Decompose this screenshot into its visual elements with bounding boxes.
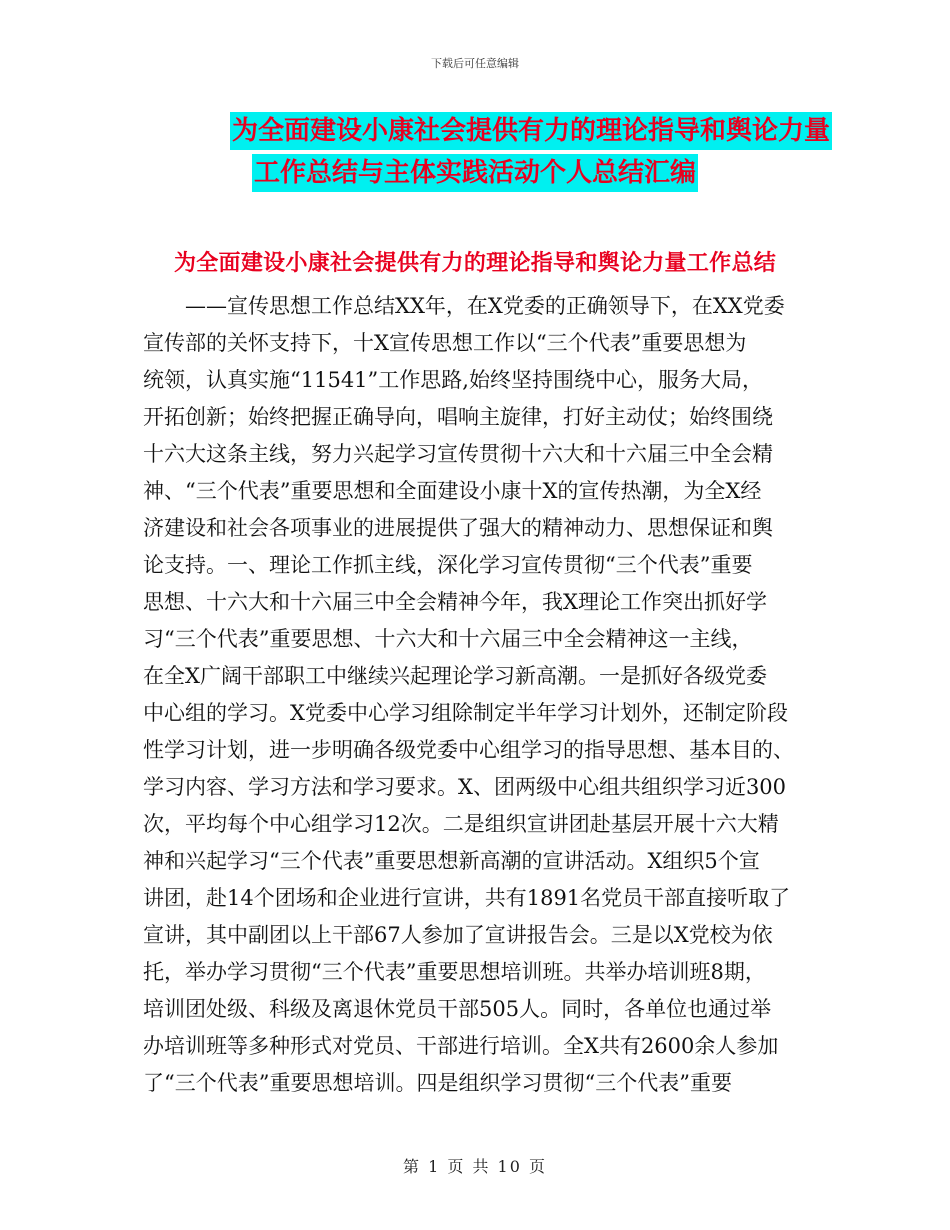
header-note: 下载后可任意编辑 xyxy=(431,57,519,70)
body-line: 了“三个代表”重要思想培训。四是组织学习贯彻“三个代表”重要 xyxy=(143,1071,732,1095)
body-line: 济建设和社会各项事业的进展提供了强大的精神动力、思想保证和舆 xyxy=(143,516,773,540)
body-line: ——宣传思想工作总结XX年，在X党委的正确领导下，在XX党委 xyxy=(185,294,785,318)
document-title-line-2 xyxy=(0,154,950,192)
body-line: 中心组的学习。X党委中心学习组除制定半年学习计划外，还制定阶段 xyxy=(143,701,788,725)
body-line: 在全X广阔干部职工中继续兴起理论学习新高潮。一是抓好各级党委 xyxy=(143,664,767,688)
page-footer: 第 1 页 共 10 页 xyxy=(403,1157,547,1176)
title-line-2-text: 工作总结与主体实践活动个人总结汇编 xyxy=(252,154,698,192)
body-line: 神和兴起学习“三个代表”重要思想新高潮的宣讲活动。X组织5个宣 xyxy=(143,849,760,873)
body-paragraph xyxy=(143,288,815,1102)
title-line-1-text: 为全面建设小康社会提供有力的理论指导和舆论力量 xyxy=(230,112,832,150)
body-line: 宣讲，其中副团以上干部67人参加了宣讲报告会。三是以X党校为依 xyxy=(143,923,773,947)
body-line: 开拓创新；始终把握正确导向，唱响主旋律，打好主动仗；始终围绕 xyxy=(143,405,773,429)
document-title-line-1 xyxy=(56,112,950,150)
body-line: 神、“三个代表”重要思想和全面建设小康十X的宣传热潮，为全X经 xyxy=(143,479,762,503)
body-line: 性学习计划，进一步明确各级党委中心组学习的指导思想、基本目的、 xyxy=(143,738,794,762)
body-line: 思想、十六大和十六届三中全会精神今年，我X理论工作突出抓好学 xyxy=(143,590,767,614)
body-line: 十六大这条主线，努力兴起学习宣传贯彻十六大和十六届三中全会精 xyxy=(143,442,773,466)
body-line: 统领，认真实施“11541”工作思路,始终坚持围绕中心，服务大局， xyxy=(143,368,763,392)
body-line: 托，举办学习贯彻“三个代表”重要思想培训班。共举办培训班8期， xyxy=(143,960,766,984)
body-line: 习“三个代表”重要思想、十六大和十六届三中全会精神这一主线， xyxy=(143,627,753,651)
body-line: 讲团，赴14个团场和企业进行宣讲，共有1891名党员干部直接听取了 xyxy=(143,886,791,910)
body-line: 论支持。一、理论工作抓主线，深化学习宣传贯彻“三个代表”重要 xyxy=(143,553,753,577)
body-line: 宣传部的关怀支持下，十X宣传思想工作以“三个代表”重要思想为 xyxy=(143,331,747,355)
body-line: 学习内容、学习方法和学习要求。X、团两级中心组共组织学习近300 xyxy=(143,775,787,799)
body-line: 办培训班等多种形式对党员、干部进行培训。全X共有2600余人参加 xyxy=(143,1034,779,1058)
body-line: 次，平均每个中心组学习12次。二是组织宣讲团赴基层开展十六大精 xyxy=(143,812,779,836)
section-subtitle: 为全面建设小康社会提供有力的理论指导和舆论力量工作总结 xyxy=(173,251,777,276)
body-line: 培训团处级、科级及离退休党员干部505人。同时，各单位也通过举 xyxy=(143,997,772,1021)
